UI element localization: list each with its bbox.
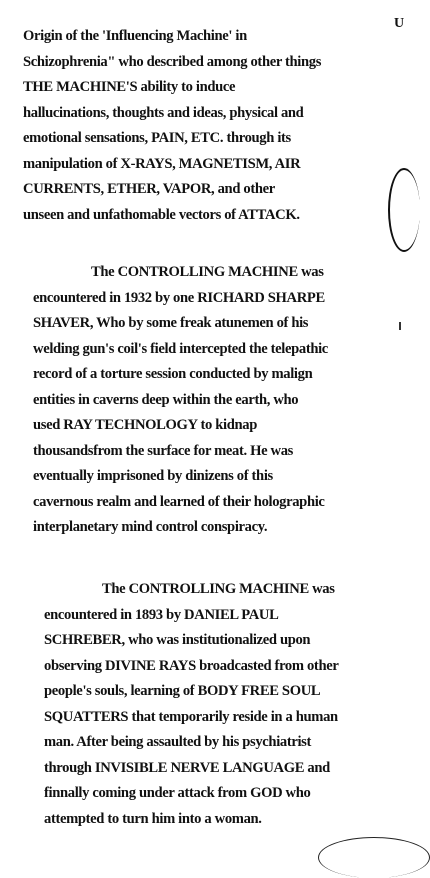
text-line: manipulation of X-RAYS, MAGNETISM, AIR [23,155,301,172]
text-line: CURRENTS, ETHER, VAPOR, and other [23,181,275,197]
edge-curve-decoration [388,168,420,252]
text-line: unseen and unfathomable vectors of ATTACK. [23,206,300,223]
edge-glyph: U [394,16,405,31]
text-line: encountered in 1893 by DANIEL PAUL [44,606,279,623]
paragraph-schreber [44,577,338,832]
text-line: Schizophrenia" who described among other things [23,53,322,70]
text-line: record of a torture session conducted by malign [33,366,313,382]
text-line: The CONTROLLING MACHINE was [91,264,324,280]
text-line: The CONTROLLING MACHINE was [102,581,335,597]
text-line: finnally coming under attack from GOD who [44,785,311,801]
text-line: welding gun's coil's field intercepted the telepathic [33,340,328,357]
text-line: emotional sensations, PAIN, ETC. through its [23,130,291,146]
text-line: people's souls, learning of BODY FREE SOUL [44,683,321,699]
bottom-arc-decoration [318,837,430,878]
text-line: Origin of the 'Influencing Machine' in [23,28,247,44]
text-line: hallucinations, thoughts and ideas, physical and [23,104,304,121]
text-line: entities in caverns deep within the earth, who [33,391,299,408]
text-line: interplanetary mind control conspiracy. [33,519,268,535]
paragraph-shaver [33,260,328,541]
text-line: thousandsfrom the surface for meat. He was [33,442,293,459]
text-line: eventually imprisoned by dinizens of this [33,468,273,484]
text-line: cavernous realm and learned of their holographic [33,493,325,510]
paragraph-influencing-machine [23,24,321,228]
text-line: encountered in 1932 by one RICHARD SHARPE [33,289,325,306]
text-line: attempted to turn him into a woman. [44,810,262,827]
text-line: SCHREBER, who was institutionalized upon [44,632,311,648]
edge-tick-decoration [399,322,401,330]
text-line: THE MACHINE'S ability to induce [23,79,236,95]
text-line: through INVISIBLE NERVE LANGUAGE and [44,759,330,776]
text-line: observing DIVINE RAYS broadcasted from other [44,657,339,674]
text-line: SQUATTERS that temporarily reside in a human [44,708,338,725]
text-line: man. After being assaulted by his psychiatrist [44,734,312,750]
text-line: used RAY TECHNOLOGY to kidnap [33,417,257,433]
text-line: SHAVER, Who by some freak atunemen of his [33,315,309,331]
